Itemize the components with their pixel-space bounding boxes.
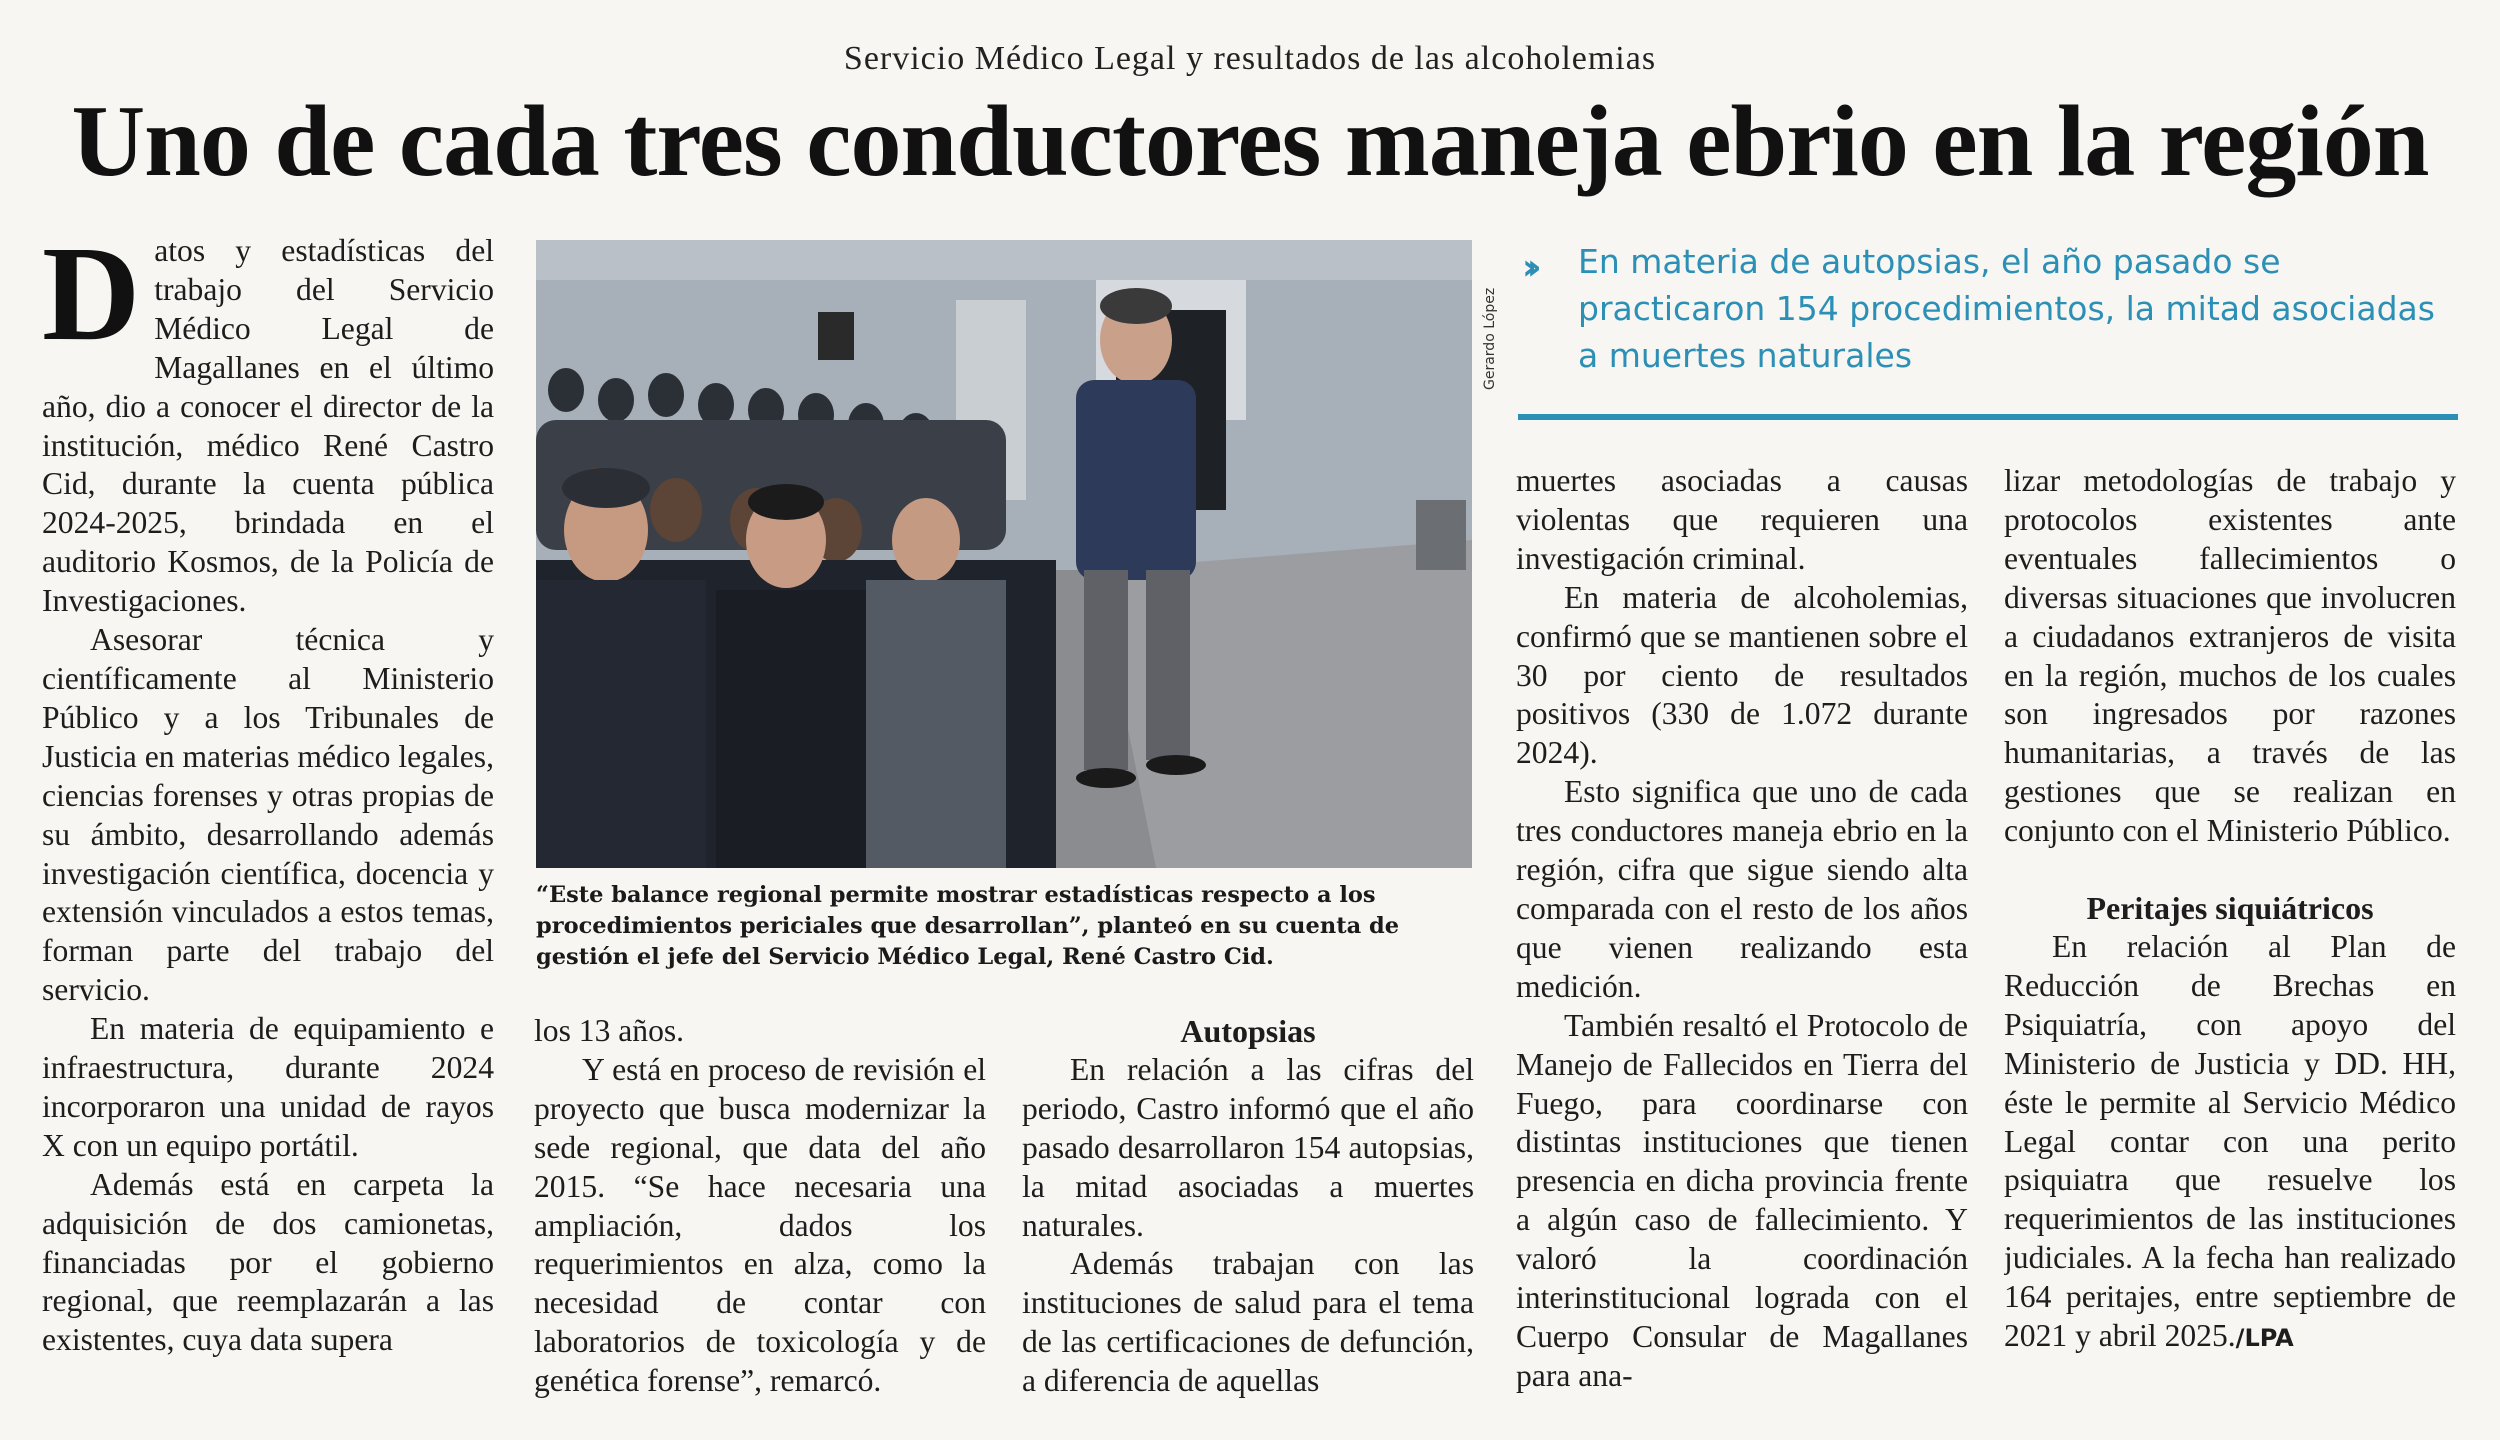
paragraph: En materia de equipamiento e infraestructura, durante 2024 incorporaron una unidad de rayos X con un equipo portátil. <box>42 1011 494 1163</box>
intro-text: atos y estadísticas del trabajo del Servicio Médico Legal de Magallanes en el último año, dio a conocer el director de la institución, médico René Castro Cid, durante la cuenta pública 2024-2025, brindada en el auditorio Kosmos, de la Policía de Investigaciones. <box>42 233 494 619</box>
paragraph: muertes asociadas a causas violentas que requieren una investigación criminal. <box>1516 463 1968 576</box>
photo-credit: Gerardo López <box>1482 287 1498 390</box>
double-chevron-icon: ›› <box>1522 247 1532 288</box>
paragraph: Además está en carpeta la adquisición de dos camionetas, financiadas por el gobierno regional, que reemplazarán a las existentes, cuya data supera <box>42 1166 494 1358</box>
column-1 <box>42 232 494 1412</box>
author-signoff: /LPA <box>2235 1324 2294 1353</box>
paragraph: También resaltó el Protocolo de Manejo de Fallecidos en Tierra del Fuego, para coordinarse con distintas instituciones que tienen presencia en dicha provincia frente a algún caso de fallecimiento. Y valoró la coordinación interinstitucional lograda con el Cuerpo Consular de Magallanes para ana- <box>1516 1007 1968 1393</box>
paragraph: Esto significa que uno de cada tres conductores maneja ebrio en la región, cifra que sigue siendo alta comparada con el resto de los años que vienen realizando esta medición. <box>1516 774 1968 1004</box>
pull-quote <box>1522 238 2462 378</box>
auditorium-scene <box>536 240 1472 868</box>
intro-paragraph <box>42 232 494 621</box>
photo-caption: “Este balance regional permite mostrar estadísticas respecto a los procedimientos periciales que desarrollan”, planteó en su cuenta de gestión el jefe del Servicio Médico Legal, René Castro Cid. <box>536 882 1400 970</box>
paragraph: Y está en proceso de revisión el proyecto que busca modernizar la sede regional, que data del año 2015. “Se hace necesaria una ampliación, dados los requerimientos en alza, como la necesidad de contar con laboratorios de toxicología y de genética forense”, remarcó. <box>534 1051 986 1399</box>
paragraph-text: En relación al Plan de Reducción de Brechas en Psiquiatría, con apoyo del Ministerio de Justicia y DD. HH, éste le permite al Servicio Médico Legal contar con una perito psiquiatra que resuelve los requerimientos de las instituciones judiciales. A la fecha han realizado 164 peritajes, entre septiembre de 2021 y abril 2025. <box>2004 928 2456 1354</box>
subhead-autopsias: Autopsias <box>1180 1013 1316 1049</box>
drop-cap: D <box>42 232 141 369</box>
column-2 <box>534 1012 986 1412</box>
column-3 <box>1022 1012 1474 1412</box>
pull-quote-text: En materia de autopsias, el año pasado se practicaron 154 procedimientos, la mitad asociadas a muertes naturales <box>1578 242 2435 375</box>
subhead-peritajes: Peritajes siquiátricos <box>2086 890 2374 927</box>
paragraph: En relación a las cifras del periodo, Castro informó que el año pasado desarrollaron 154 autopsias, la mitad asociadas a muertes naturales. <box>1022 1051 1474 1243</box>
article-headline: Uno de cada tres conductores maneja ebrio en la región <box>71 85 2429 198</box>
column-4 <box>1516 462 1968 1412</box>
paragraph: En materia de alcoholemias, confirmó que se mantienen sobre el 30 por ciento de resultados positivos (330 de 1.072 durante 2024). <box>1516 579 1968 771</box>
paragraph: Asesorar técnica y científicamente al Ministerio Público y a los Tribunales de Justicia en materias médico legales, ciencias forenses y otras propias de su ámbito, desarrollando además investigación científica, docencia y extensión vinculados a estos temas, forman parte del trabajo del servicio. <box>42 622 494 1008</box>
paragraph: Además trabajan con las instituciones de salud para el tema de las certificaciones de defunción, a diferencia de aquellas <box>1022 1246 1474 1399</box>
article-kicker: Servicio Médico Legal y resultados de las alcoholemias <box>843 40 1657 77</box>
paragraph <box>2004 928 2456 1358</box>
paragraph: los 13 años. <box>534 1013 685 1048</box>
article-photo <box>536 240 1472 868</box>
column-5 <box>2004 462 2456 1412</box>
paragraph: lizar metodologías de trabajo y protocolos existentes ante eventuales fallecimientos o diversas situaciones que involucren a ciudadanos extranjeros de visita en la región, muchos de los cuales son ingresados por razones humanitarias, a través de las gestiones que se realizan en conjunto con el Ministerio Público. <box>2004 463 2456 849</box>
pull-quote-rule <box>1518 414 2458 420</box>
